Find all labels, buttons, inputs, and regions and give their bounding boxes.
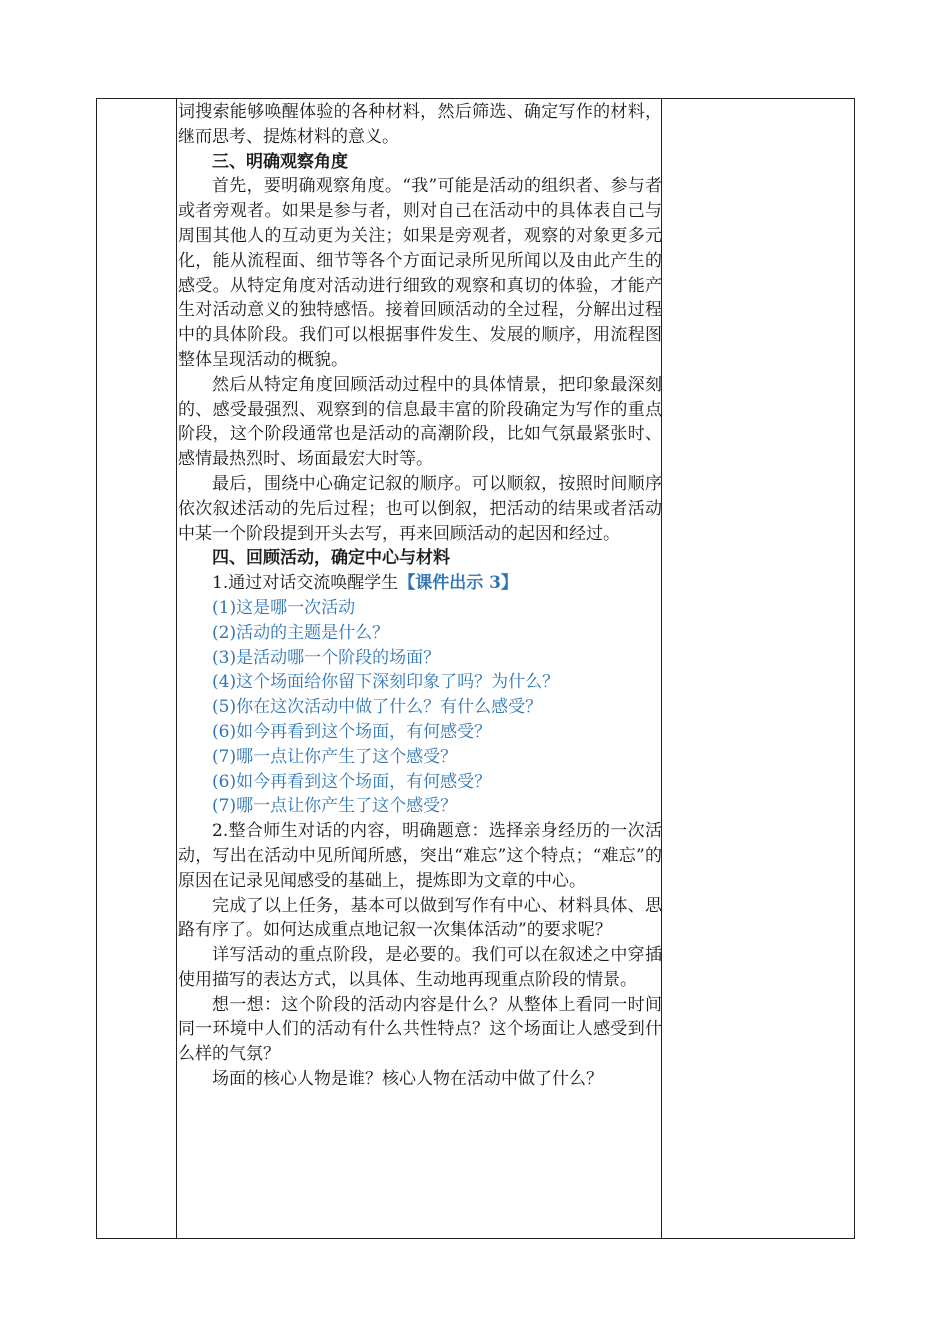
paragraph: 2.整合师生对话的内容，明确题意：选择亲身经历的一次活动，写出在活动中见所闻所感，突出“难忘”这个特点；“难忘”的原因在记录见闻感受的基础上，提炼即为文章的中心。 <box>178 821 662 891</box>
question-item: (2)活动的主题是什么？ <box>212 622 390 643</box>
section-heading-3: 三、明确观察角度 <box>212 151 348 172</box>
courseware-tag: 【课件出示 3】 <box>398 573 518 594</box>
question-item: (6)如今再看到这个场面，有何感受？ <box>212 771 492 792</box>
question-item: (4)这个场面给你留下深刻印象了吗？为什么？ <box>212 672 560 693</box>
paragraph: 想一想：这个阶段的活动内容是什么？从整体上看同一时间同一环境中人们的活动有什么共性特点？这个场面让人感受到什么样的气氛？ <box>178 994 662 1065</box>
question-item: (7)哪一点让你产生了这个感受？ <box>212 796 458 817</box>
list-item <box>178 571 662 596</box>
paragraph: 场面的核心人物是谁？核心人物在活动中做了什么？ <box>212 1069 603 1090</box>
paragraph: 最后，围绕中心确定记叙的顺序。可以顺叙，按照时间顺序依次叙述活动的先后过程；也可以倒叙，把活动的结果或者活动中某一个阶段提到开头去写，再来回顾活动的起因和经过。 <box>178 473 662 544</box>
question-item: (3)是活动哪一个阶段的场面？ <box>212 647 441 668</box>
question-item: (5)你在这次活动中做了什么？有什么感受？ <box>212 697 543 718</box>
paragraph: 详写活动的重点阶段，是必要的。我们可以在叙述之中穿插使用描写的表达方式，以具体、生动地再现重点阶段的情景。 <box>178 945 662 990</box>
paragraph: 词搜索能够唤醒体验的各种材料，然后筛选、确定写作的材料，继而思考、提炼材料的意义。 <box>178 102 662 147</box>
paragraph: 然后从特定角度回顾活动过程中的具体情景，把印象最深刻的、感受最强烈、观察到的信息最丰富的阶段确定为写作的重点阶段，这个阶段通常也是活动的高潮阶段，比如气氛最紧张时、感情最热烈时、场面最宏大时等。 <box>178 374 662 470</box>
lesson-content-cell <box>178 100 662 1092</box>
paragraph: 首先，要明确观察角度。“我”可能是活动的组织者、参与者或者旁观者。如果是参与者，则对自己在活动中的具体表自己与周围其他人的互动更为关注；如果是旁观者，观察的对象更多元化，能从流程面、细节等各个方面记录所见所闻以及由此产生的感受。从特定角度对活动进行细致的观察和真切的体验，才能产生对活动意义的独特感悟。接着回顾活动的全过程，分解出过程中的具体阶段。我们可以根据事件发生、发展的顺序，用流程图整体呈现活动的概貌。 <box>178 176 662 370</box>
paragraph: 完成了以上任务，基本可以做到写作有中心、材料具体、思路有序了。如何达成重点地记叙一次集体活动”的要求呢？ <box>178 895 662 941</box>
column-divider-1 <box>176 99 177 1238</box>
section-heading-4: 四、回顾活动，确定中心与材料 <box>212 548 450 569</box>
question-item: (6)如今再看到这个场面，有何感受？ <box>212 721 492 742</box>
question-item: (1)这是哪一次活动 <box>212 597 356 618</box>
question-item: (7)哪一点让你产生了这个感受？ <box>212 746 458 767</box>
list-item-text: 1.通过对话交流唤醒学生 <box>212 573 399 594</box>
